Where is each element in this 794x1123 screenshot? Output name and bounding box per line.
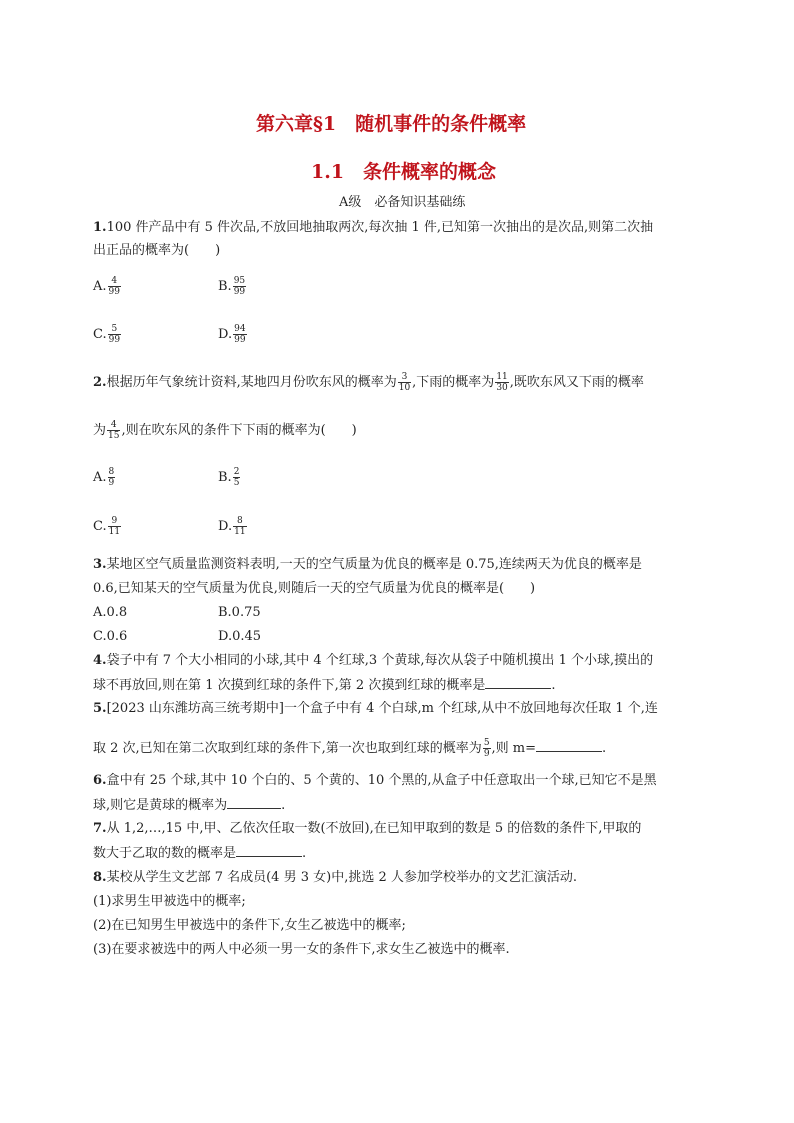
fraction — [108, 324, 121, 345]
fraction — [108, 467, 116, 488]
question-1-option-c — [93, 324, 122, 345]
question-6-line-1 — [93, 772, 657, 790]
question-1-text-1: 100 件产品中有 5 件次品,不放回地抽取两次,每次抽 1 件,已知第一次抽出的是次品,则第二次抽 — [106, 220, 654, 235]
answer-blank[interactable] — [236, 844, 302, 857]
question-5-text-2: 取 2 次,已知在第二次取到红球的条件下,第一次也取到红球的概率为 — [93, 741, 482, 756]
question-2-text-2: ,下雨的概率为 — [412, 375, 495, 390]
fraction-numerator: 11 — [496, 372, 508, 382]
question-7-text-1: 从 1,2,…,15 中,甲、乙依次任取一数(不放回),在已知甲取到的数是 5 的倍数的条件下,甲取的 — [106, 821, 642, 836]
fraction — [233, 516, 246, 537]
question-5-line-1 — [93, 700, 658, 718]
question-8-number: 8. — [93, 870, 107, 885]
fraction-numerator: 5 — [108, 324, 121, 335]
question-3-option-b: B.0.75 — [218, 605, 261, 620]
question-7-line-2 — [93, 844, 306, 863]
fraction — [107, 420, 120, 441]
fraction — [108, 516, 121, 537]
question-2-option-a — [93, 467, 116, 488]
fraction-numerator: 9 — [108, 516, 121, 527]
question-2-line-1 — [93, 372, 644, 393]
question-7-line-1 — [93, 820, 641, 838]
question-3-number: 3. — [93, 557, 107, 572]
question-5-number: 5. — [93, 701, 107, 716]
fraction-denominator: 30 — [496, 383, 508, 393]
fraction-denominator: 99 — [233, 287, 246, 297]
question-8-part-2: (2)在已知男生甲被选中的条件下,女生乙被选中的概率; — [93, 918, 406, 933]
fraction-numerator: 95 — [233, 276, 246, 286]
option-label: B. — [218, 279, 232, 294]
question-4-line-1 — [93, 652, 653, 670]
period: . — [551, 678, 556, 693]
fraction-numerator: 8 — [108, 467, 115, 477]
fraction-numerator: 4 — [107, 420, 120, 431]
question-7-number: 7. — [93, 821, 107, 836]
question-1-number: 1. — [93, 220, 107, 235]
question-2-text-4: 为 — [93, 423, 107, 438]
option-label: A. — [93, 279, 107, 294]
fraction — [108, 276, 121, 297]
fraction-denominator: 9 — [108, 478, 115, 488]
fraction-numerator: 3 — [398, 372, 411, 383]
question-6-text-1: 盒中有 25 个球,其中 10 个白的、5 个黄的、10 个黑的,从盒子中任意取出一个球,已知它不是黑 — [106, 773, 657, 788]
fraction-denominator: 10 — [398, 383, 411, 393]
question-3-option-c: C.0.6 — [93, 629, 128, 644]
option-label: D. — [218, 519, 233, 534]
question-3-line-1 — [93, 556, 642, 574]
option-label: C. — [93, 327, 107, 342]
question-6-text-2: 球,则它是黄球的概率为 — [93, 798, 228, 813]
section-subtitle: 1.1 条件概率的概念 — [311, 161, 497, 183]
page-title: 第六章§1 随机事件的条件概率 — [256, 113, 527, 135]
question-3-option-d: D.0.45 — [218, 629, 262, 644]
question-2-option-d — [218, 516, 248, 537]
answer-blank[interactable] — [227, 796, 281, 809]
question-3-line-2: 0.6,已知某天的空气质量为优良,则随后一天的空气质量为优良的概率是( ) — [93, 581, 536, 596]
question-7-text-2: 数大于乙取的数的概率是 — [93, 846, 237, 861]
question-3-text-1: 某地区空气质量监测资料表明,一天的空气质量为优良的概率是 0.75,连续两天为优良的概率是 — [106, 557, 642, 572]
period: . — [281, 798, 286, 813]
fraction — [233, 467, 241, 488]
question-4-text-1: 袋子中有 7 个大小相同的小球,其中 4 个红球,3 个黄球,每次从袋子中随机摸出 1 个小球,摸出的 — [106, 653, 654, 668]
question-5-line-2 — [93, 738, 606, 759]
fraction-denominator: 99 — [234, 335, 246, 345]
fraction — [398, 372, 411, 393]
fraction-denominator: 9 — [483, 749, 490, 759]
question-2-text-3: ,既吹东风又下雨的概率 — [509, 375, 644, 390]
question-5-text-1: [2023 山东潍坊高三统考期中]一个盒子中有 4 个白球,m 个红球,从中不放回地每次任取 1 个,连 — [106, 701, 658, 716]
question-8-part-3: (3)在要求被选中的两人中必须一男一女的条件下,求女生乙被选中的概率. — [93, 942, 510, 957]
question-8-line-1 — [93, 869, 577, 887]
question-8-part-1: (1)求男生甲被选中的概率; — [93, 894, 246, 909]
question-5-text-3: ,则 m= — [491, 741, 537, 756]
question-1-option-b — [218, 276, 247, 297]
question-1-line-2: 出正品的概率为( ) — [93, 243, 221, 258]
question-2-option-b — [218, 467, 241, 488]
fraction-denominator: 99 — [108, 287, 120, 297]
level-heading: A级 必备知识基础练 — [339, 195, 466, 210]
fraction-numerator: 94 — [234, 324, 246, 334]
fraction-numerator: 5 — [483, 738, 490, 748]
question-3-option-a: A.0.8 — [93, 605, 128, 620]
question-2-number: 2. — [93, 375, 107, 390]
fraction-denominator: 15 — [108, 431, 120, 441]
question-2-option-c — [93, 516, 122, 537]
question-1-option-d — [218, 324, 248, 345]
option-label: B. — [218, 470, 232, 485]
question-8-text-1: 某校从学生文艺部 7 名成员(4 男 3 女)中,挑选 2 人参加学校举办的文艺汇演活动. — [106, 870, 577, 885]
question-1-line-1 — [93, 219, 653, 237]
option-label: A. — [93, 470, 107, 485]
fraction-numerator: 8 — [233, 516, 246, 527]
option-label: C. — [93, 519, 107, 534]
answer-blank[interactable] — [485, 676, 551, 689]
fraction-denominator: 5 — [233, 478, 240, 488]
fraction-denominator: 11 — [234, 527, 246, 537]
fraction — [483, 738, 491, 759]
answer-blank[interactable] — [536, 739, 602, 752]
question-6-number: 6. — [93, 773, 107, 788]
fraction — [495, 372, 508, 393]
option-label: D. — [218, 327, 233, 342]
question-1-option-a — [93, 276, 122, 297]
period: . — [602, 741, 607, 756]
question-2-text-5: ,则在吹东风的条件下下雨的概率为( ) — [121, 423, 357, 438]
fraction-numerator: 2 — [233, 467, 240, 477]
period: . — [302, 846, 307, 861]
question-4-line-2 — [93, 676, 555, 695]
question-6-line-2 — [93, 796, 285, 815]
question-4-number: 4. — [93, 653, 107, 668]
fraction-denominator: 11 — [108, 527, 121, 537]
question-2-line-2 — [93, 420, 357, 441]
question-2-text-1: 根据历年气象统计资料,某地四月份吹东风的概率为 — [106, 375, 397, 390]
fraction-numerator: 4 — [108, 276, 121, 287]
fraction — [233, 276, 246, 297]
fraction-denominator: 99 — [108, 335, 121, 345]
question-4-text-2: 球不再放回,则在第 1 次摸到红球的条件下,第 2 次摸到红球的概率是 — [93, 678, 486, 693]
fraction — [233, 324, 246, 345]
